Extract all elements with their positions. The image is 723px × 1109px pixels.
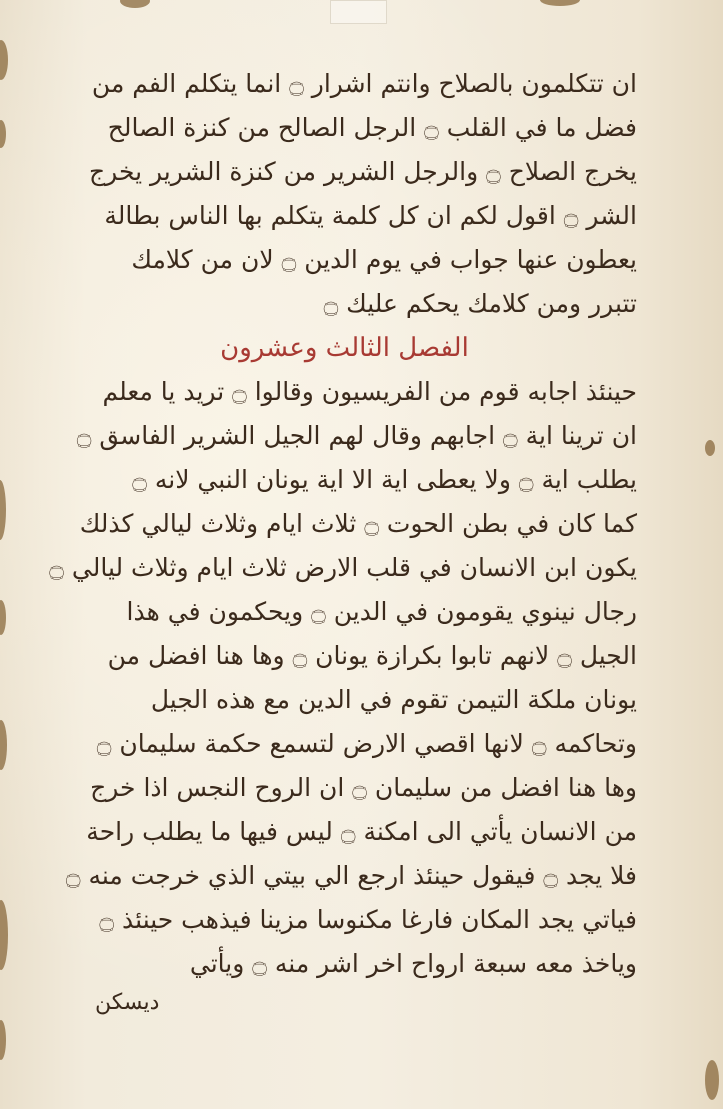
text-line: الشر ۝ اقول لكم ان كل كلمة يتكلم بها الناس بطالة (104, 201, 637, 230)
text-line: يكون ابن الانسان في قلب الارض ثلاث ايام وثلاث ليالي ۝ (49, 553, 637, 582)
edge-stain (0, 480, 6, 540)
text-line: ان تتكلمون بالصلاح وانتم اشرار ۝ انما يتكلم الفم من (91, 69, 637, 98)
text-line: فياتي يجد المكان فارغا مكنوسا مزينا فيذهب حينئذ ۝ (99, 905, 637, 934)
text-line: وها هنا افضل من سليمان ۝ ان الروح النجس اذا خرج (90, 773, 637, 802)
text-line: تتبرر ومن كلامك يحكم عليك ۝ (323, 289, 637, 318)
text-line: وتحاكمه ۝ لانها اقصي الارض لتسمع حكمة سليمان ۝ (96, 729, 637, 758)
manuscript-text (49, 62, 637, 986)
catchword: ديسكن (95, 990, 160, 1015)
edge-stain (0, 720, 7, 770)
edge-stain (120, 0, 150, 8)
edge-stain (540, 0, 580, 6)
text-line: وياخذ معه سبعة ارواح اخر اشر منه ۝ ويأتي (189, 949, 637, 978)
edge-stain (0, 1020, 6, 1060)
text-line: ان ترينا اية ۝ اجابهم وقال لهم الجيل الشرير الفاسق ۝ (76, 421, 637, 450)
text-line: الجيل ۝ لانهم تابوا بكرازة يونان ۝ وها هنا افضل من (107, 641, 637, 670)
text-line: يخرج الصلاح ۝ والرجل الشرير من كنزة الشرير يخرج (89, 157, 637, 186)
text-line: حينئذ اجابه قوم من الفريسيون وقالوا ۝ تريد يا معلم (102, 377, 637, 406)
edge-stain (0, 600, 6, 635)
text-line: فلا يجد ۝ فيقول حينئذ ارجع الي بيتي الذي خرجت منه ۝ (65, 861, 637, 890)
edge-stain (705, 440, 715, 456)
text-line: رجال نينوي يقومون في الدين ۝ ويحكمون في هذا (126, 597, 637, 626)
text-line: يونان ملكة التيمن تقوم في الدين مع هذه الجيل (150, 685, 637, 714)
chapter-heading: الفصل الثالث وعشرون (220, 333, 469, 363)
edge-stain (0, 900, 8, 970)
tape-strip (330, 0, 387, 24)
edge-stain (0, 40, 8, 80)
text-line: فضل ما في القلب ۝ الرجل الصالح من كنزة الصالح (107, 113, 637, 142)
text-line: يطلب اية ۝ ولا يعطى اية الا اية يونان النبي لانه ۝ (132, 465, 637, 494)
text-line: يعطون عنها جواب في يوم الدين ۝ لان من كلامك (131, 245, 637, 274)
text-line: كما كان في بطن الحوت ۝ ثلاث ايام وثلاث ليالي كذلك (79, 509, 637, 538)
text-line: من الانسان يأتي الى امكنة ۝ ليس فيها ما يطلب راحة (86, 817, 637, 846)
edge-stain (705, 1060, 719, 1100)
edge-stain (0, 120, 6, 148)
